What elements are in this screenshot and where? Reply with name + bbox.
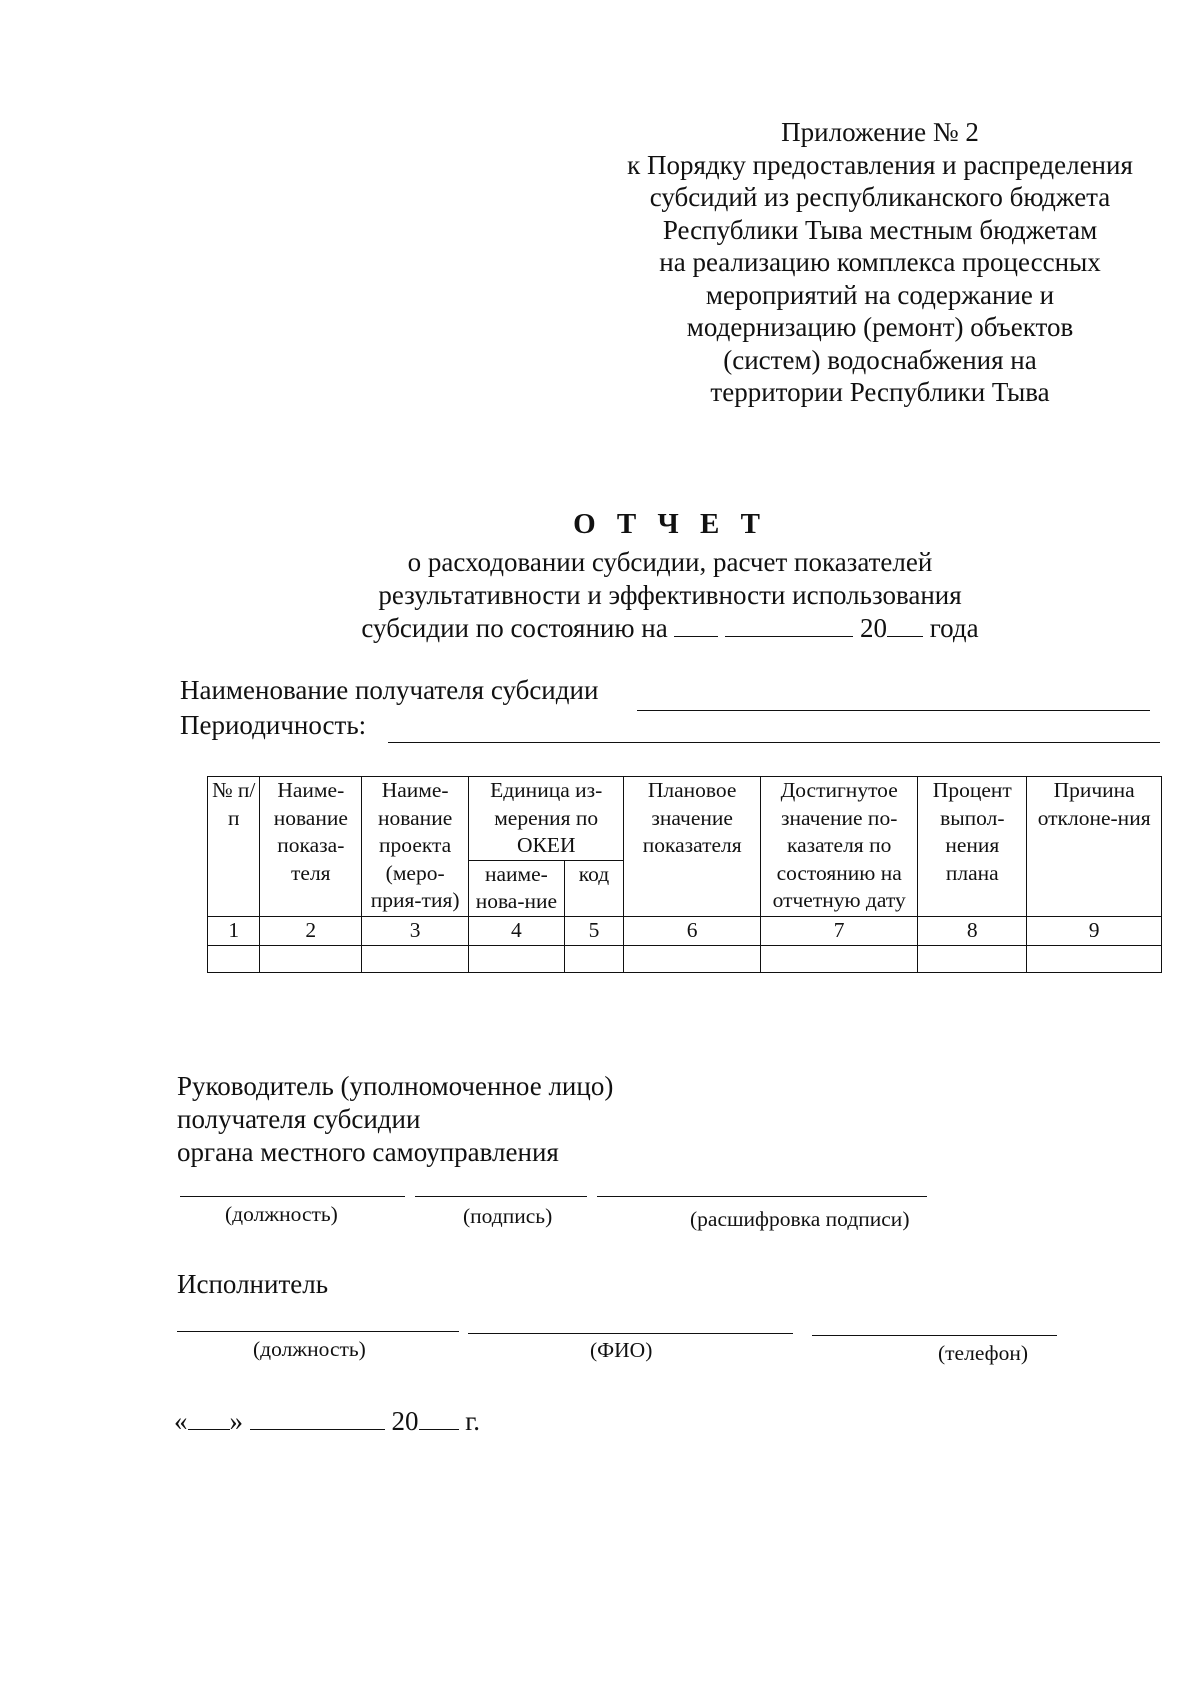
column-number: 8 [918,916,1027,945]
header-unit-okei: Единица из-мерения по ОКЕИ [469,777,624,861]
column-number: 4 [469,916,565,945]
executor-position-line[interactable] [177,1330,459,1332]
table-cell-empty[interactable] [761,945,918,972]
subtitle-date-suffix: года [929,613,979,643]
column-numbers-row [208,916,1162,945]
date-month-blank[interactable] [250,1405,385,1430]
appendix-line: модернизацию (ремонт) объектов [686,312,1074,342]
header-indicator-name: Наиме-нование показа-теля [260,777,362,917]
table-cell-empty[interactable] [918,945,1027,972]
header-num: № п/п [208,777,260,917]
executor-phone-line[interactable] [812,1334,1057,1336]
table-row-empty [208,945,1162,972]
date-year-prefix: 20 [391,1406,419,1436]
table-cell-empty[interactable] [362,945,469,972]
column-number: 1 [208,916,260,945]
executor-caption-position: (должность) [253,1337,366,1361]
subtitle-line: результативности и эффективности использования [378,580,962,610]
table-cell-empty[interactable] [260,945,362,972]
executor-label: Исполнитель [177,1269,329,1299]
head-signature-line[interactable] [415,1195,587,1197]
head-line: получателя субсидии [177,1104,421,1134]
head-decoding-line[interactable] [597,1195,927,1197]
appendix-line: Приложение № 2 [781,117,979,147]
head-line: органа местного самоуправления [177,1137,559,1167]
header-percent-completion: Процент выпол-нения плана [918,777,1027,917]
executor-caption-phone: (телефон) [938,1341,1028,1365]
head-caption-position: (должность) [225,1202,338,1226]
year-prefix: 20 [859,613,887,643]
date-close-quote: » [229,1406,243,1436]
date-open-quote: « [174,1406,188,1436]
head-position-line[interactable] [180,1195,405,1197]
month-blank[interactable] [725,612,853,637]
appendix-line: мероприятий на содержание и [705,279,1055,310]
header-deviation-reason: Причина отклоне-ния [1027,777,1162,917]
day-blank[interactable] [674,612,718,637]
subtitle-date-prefix: субсидии по состоянию на [361,613,668,643]
executor-block [177,1268,328,1301]
table-cell-empty[interactable] [624,945,761,972]
appendix-header [600,116,1160,409]
head-caption-decoding: (расшифровка подписи) [690,1207,910,1231]
periodicity-label: Периодичность: [180,710,367,740]
subtitle-line-date [170,612,1170,645]
table-cell-empty[interactable] [1027,945,1162,972]
column-number: 5 [564,916,624,945]
header-unit-name: наиме-нова-ние [469,860,565,916]
appendix-line: Республики Тыва местным бюджетам [662,214,1098,245]
recipient-field-row [180,675,598,706]
head-caption-signature: (подпись) [463,1204,553,1228]
head-signature-block [177,1070,613,1169]
header-achieved-value: Достигнутое значение по-казателя по состоянию на отчетную дату [761,777,918,917]
recipient-input-line[interactable] [637,710,1150,711]
report-subtitle [170,546,1170,645]
appendix-line: территории Республики Тыва [710,377,1050,407]
appendix-line: субсидий из республиканского бюджета [649,182,1111,212]
table-cell-empty[interactable] [564,945,624,972]
year-blank[interactable] [887,612,923,637]
appendix-line: на реализацию комплекса процессных [659,247,1101,277]
head-line: Руководитель (уполномоченное лицо) [177,1071,614,1101]
subtitle-line: о расходовании субсидии, расчет показателей [407,547,933,577]
appendix-line: (систем) водоснабжения на [723,344,1037,375]
recipient-label: Наименование получателя субсидии [180,675,599,705]
appendix-line: к Порядку предоставления и распределения [627,149,1133,180]
header-planned-value: Плановое значение показателя [624,777,761,917]
periodicity-field-row [180,710,366,741]
date-year-blank[interactable] [419,1405,459,1430]
header-unit-code: код [564,860,624,916]
date-suffix: г. [465,1406,481,1436]
date-day-blank[interactable] [188,1405,230,1430]
column-number: 2 [260,916,362,945]
table-cell-empty[interactable] [469,945,565,972]
column-number: 6 [624,916,761,945]
date-line [174,1405,480,1437]
column-number: 9 [1027,916,1162,945]
executor-caption-name: (ФИО) [590,1338,653,1362]
header-project-name: Наиме-нование проекта (меро-прия-тия) [362,777,469,917]
column-number: 7 [761,916,918,945]
report-title: О Т Ч Е Т [573,508,767,540]
header-row [208,777,1162,861]
indicators-table [207,776,1162,973]
periodicity-input-line[interactable] [388,742,1160,743]
executor-name-line[interactable] [468,1332,793,1334]
table-cell-empty[interactable] [208,945,260,972]
column-number: 3 [362,916,469,945]
